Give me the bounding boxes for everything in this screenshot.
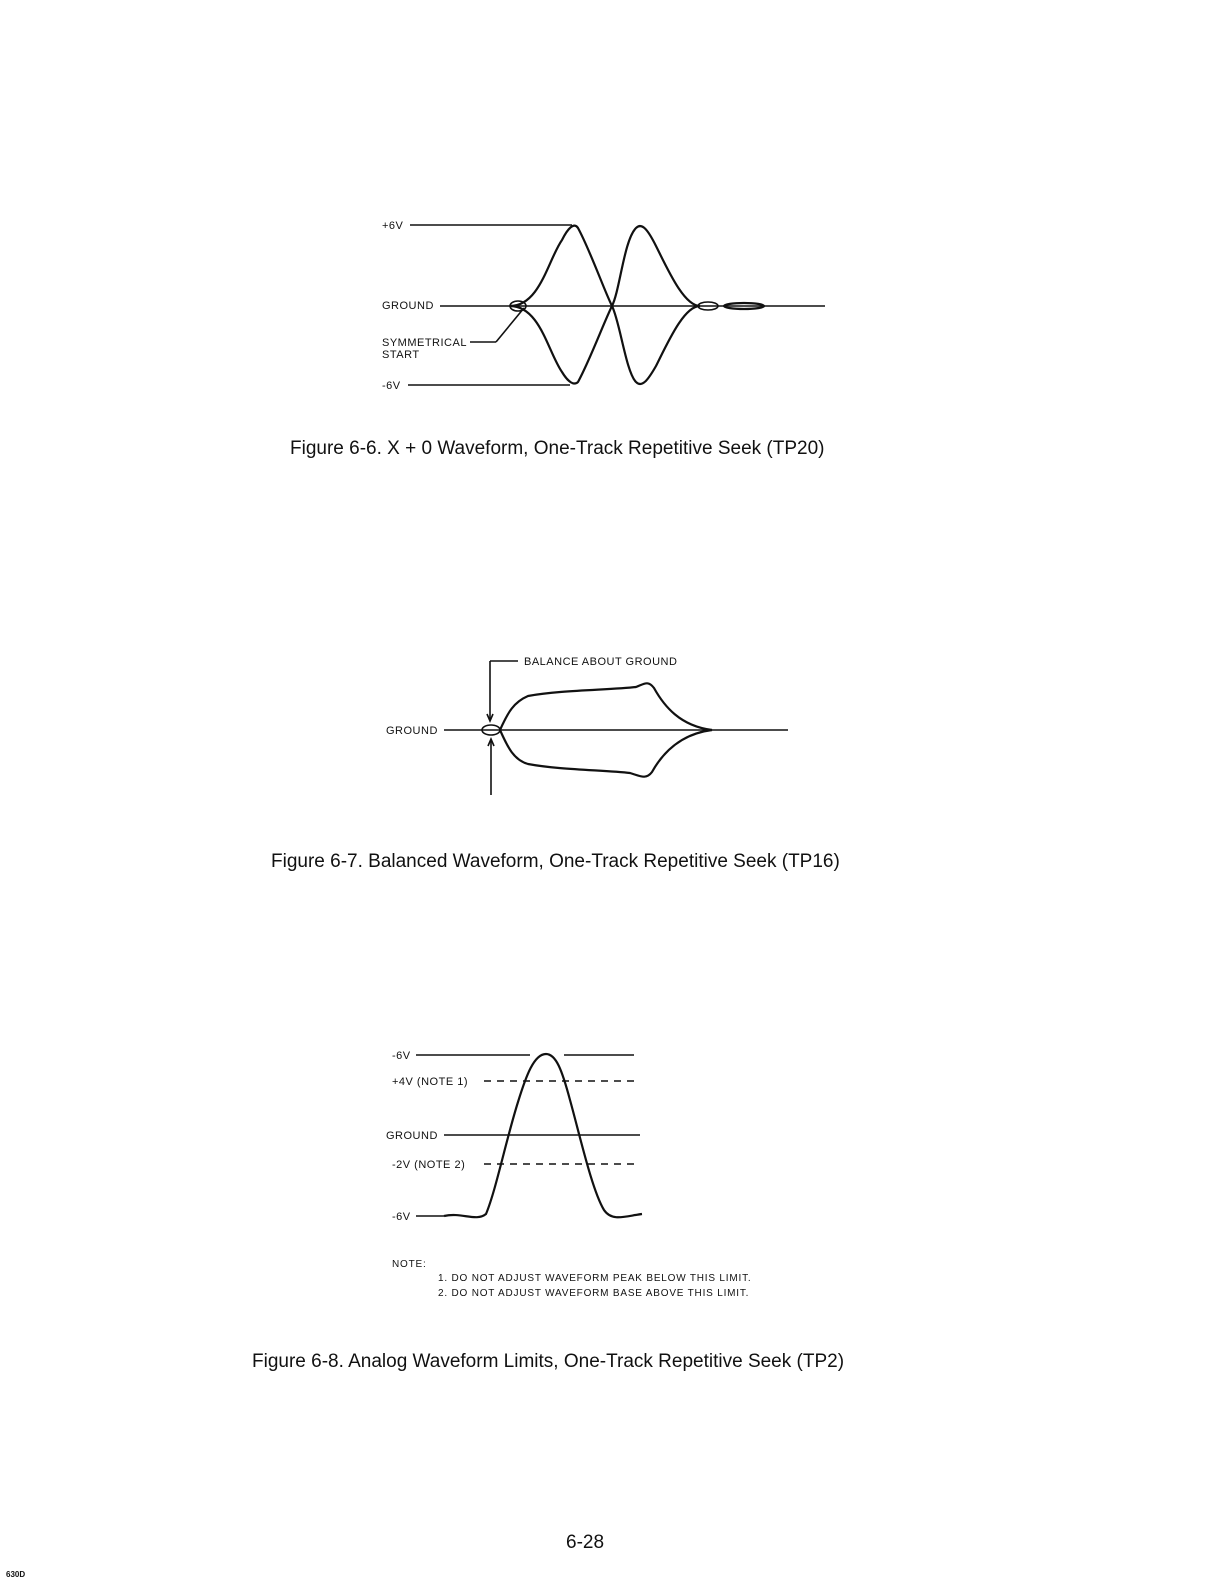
label-minus-2v-note2: -2V (NOTE 2) <box>392 1159 466 1171</box>
note-item-2: 2. DO NOT ADJUST WAVEFORM BASE ABOVE THIS LIMIT. <box>438 1288 750 1299</box>
document-code: 630D <box>6 1570 26 1579</box>
note-item-1: 1. DO NOT ADJUST WAVEFORM PEAK BELOW THIS LIMIT. <box>438 1273 752 1284</box>
notes-heading: NOTE: <box>392 1259 427 1270</box>
figure-6-8-diagram <box>0 1040 1224 1310</box>
label-plus-4v-note1: +4V (NOTE 1) <box>392 1076 468 1088</box>
label-symmetrical-start-line2: START <box>382 349 420 361</box>
label-plus-6v: +6V <box>382 220 404 232</box>
label-ground: GROUND <box>386 1130 438 1142</box>
label-bottom-limit-6v: -6V <box>392 1211 411 1223</box>
label-symmetrical-start-line1: SYMMETRICAL <box>382 337 467 349</box>
figure-6-6-caption: Figure 6-6. X + 0 Waveform, One-Track Repetitive Seek (TP20) <box>290 438 825 459</box>
waveform-lower-envelope <box>500 730 712 777</box>
label-minus-6v: -6V <box>382 380 401 392</box>
symmetrical-start-pointer-diagonal <box>496 308 524 342</box>
waveform-upper-trace <box>510 226 700 306</box>
waveform-lower-trace <box>510 306 700 384</box>
figure-6-6-diagram <box>0 200 1224 400</box>
label-ground: GROUND <box>382 300 434 312</box>
figure-6-7-diagram <box>0 640 1224 810</box>
figure-6-7-caption: Figure 6-7. Balanced Waveform, One-Track Repetitive Seek (TP16) <box>271 851 840 872</box>
label-balance-about-ground: BALANCE ABOUT GROUND <box>524 656 678 668</box>
waveform-upper-envelope <box>500 683 712 730</box>
label-ground: GROUND <box>386 725 438 737</box>
figure-6-8-caption: Figure 6-8. Analog Waveform Limits, One-Track Repetitive Seek (TP2) <box>252 1351 845 1372</box>
page-number: 6-28 <box>566 1532 605 1553</box>
label-top-limit-6v: -6V <box>392 1050 411 1062</box>
